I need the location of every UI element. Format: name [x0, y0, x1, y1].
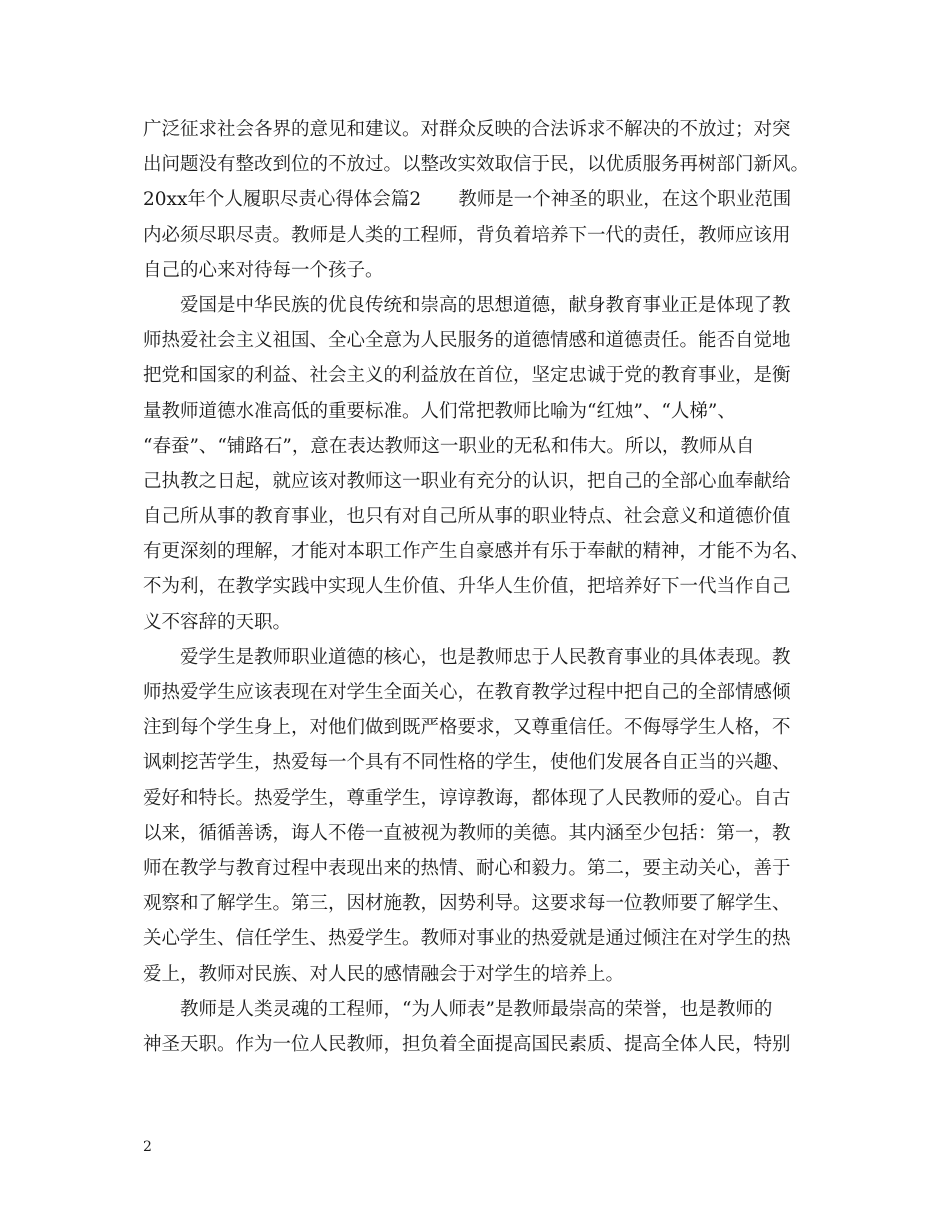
document-body	[143, 112, 828, 1062]
text-line: 师热爱社会主义祖国、全心全意为人民服务的道德情感和道德责任。能否自觉地	[143, 330, 791, 352]
text-line: 神圣天职。作为一位人民教师，担负着全面提高国民素质、提高全体人民，特别	[143, 1033, 791, 1055]
text-line: 爱好和特长。热爱学生，尊重学生，谆谆教诲，都体现了人民教师的爱心。自古	[143, 787, 791, 809]
text-line: 不为利，在教学实践中实现人生价值、升华人生价值，把培养好下一代当作自己	[143, 576, 791, 598]
text-line: 自己所从事的教育事业，也只有对自己所从事的职业特点、社会意义和道德价值	[143, 506, 791, 528]
text-line: 师热爱学生应该表现在对学生全面关心，在教育教学过程中把自己的全部情感倾	[143, 682, 791, 703]
text-line: 爱国是中华民族的优良传统和崇高的思想道德，献身教育事业正是体现了教	[180, 294, 791, 316]
text-line: 量教师道德水准高低的重要标准。人们常把教师比喻为“红烛”、“人梯”、	[143, 400, 736, 422]
text-line: 己执教之日起，就应该对教师这一职业有充分的认识，把自己的全部心血奉献给	[143, 470, 791, 492]
text-line: 爱学生是教师职业道德的核心，也是教师忠于人民教育事业的具体表现。教	[180, 646, 791, 668]
text-line: 观察和了解学生。第三，因材施教，因势利导。这要求每一位教师要了解学生、	[143, 893, 791, 915]
text-line: 关心学生、信任学生、热爱学生。教师对事业的热爱就是通过倾注在对学生的热	[143, 928, 791, 950]
page-number: 2	[143, 1139, 152, 1155]
text-line: 自己的心来对待每一个孩子。	[143, 259, 384, 281]
text-fragment: 教师是一个神圣的职业，在这个职业范围	[458, 189, 792, 211]
text-line: 教师是人类灵魂的工程师，“为人师表”是教师最崇高的荣誉，也是教师的	[180, 998, 773, 1020]
paragraph-3	[143, 288, 828, 640]
text-line: “春蚕”、“铺路石”，意在表达教师这一职业的无私和伟大。所以，教师从自	[143, 435, 755, 457]
text-line: 爱上，教师对民族、对人民的感情融会于对学生的培养上。	[143, 963, 625, 985]
text-line: 内必须尽职尽责。教师是人类的工程师，背负着培养下一代的责任，教师应该用	[143, 224, 791, 246]
text-line: 师在教学与教育过程中表现出来的热情、耐心和毅力。第二，要主动关心，善于	[143, 857, 791, 879]
text-line: 有更深刻的理解，才能对本职工作产生自豪感并有乐于奉献的精神，才能不为名、	[143, 541, 810, 563]
text-line: 以来，循循善诱，诲人不倦一直被视为教师的美德。其内涵至少包括：第一，教	[143, 822, 791, 844]
text-line-with-heading	[143, 182, 828, 217]
paragraph-4	[143, 640, 828, 992]
section-heading: 20xx年个人履职尽责心得体会篇2	[143, 189, 422, 211]
text-line: 注到每个学生身上，对他们做到既严格要求，又尊重信任。不侮辱学生人格，不	[143, 717, 791, 739]
text-line: 义不容辞的天职。	[143, 611, 292, 633]
text-line: 出问题没有整改到位的不放过。以整改实效取信于民，以优质服务再树部门新风。	[143, 154, 810, 176]
text-line: 讽刺挖苦学生，热爱每一个具有不同性格的学生，使他们发展各自正当的兴趣、	[143, 752, 791, 774]
paragraph-1	[143, 112, 828, 182]
paragraph-5	[143, 992, 828, 1062]
text-line: 把党和国家的利益、社会主义的利益放在首位，坚定忠诚于党的教育事业，是衡	[143, 365, 791, 387]
paragraph-2	[143, 182, 828, 288]
text-line: 广泛征求社会各界的意见和建议。对群众反映的合法诉求不解决的不放过；对突	[143, 119, 791, 140]
